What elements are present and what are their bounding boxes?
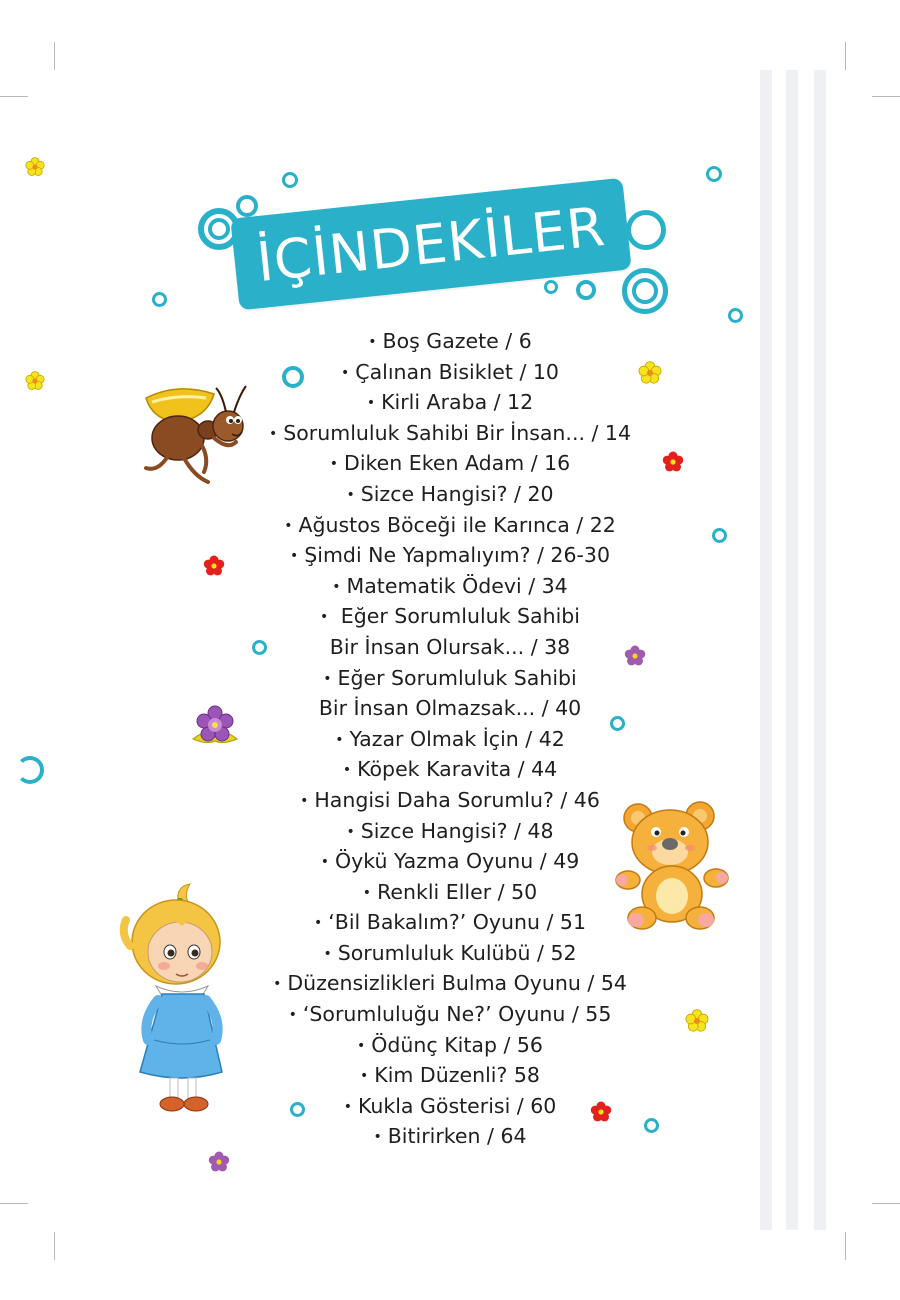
toc-item <box>235 877 665 908</box>
bullet: • <box>268 425 278 442</box>
toc-item-text: Sizce Hangisi? / 20 <box>360 481 554 506</box>
crop-mark-top-right-h <box>872 96 900 97</box>
red-flower-icon <box>660 450 686 474</box>
crop-mark-bottom-right-h <box>872 1203 900 1204</box>
teddy-bear-illustration <box>612 800 732 932</box>
ant-illustration <box>138 380 258 500</box>
toc-item <box>235 1060 665 1091</box>
bullet: • <box>323 670 332 687</box>
ring-icon <box>626 210 666 250</box>
toc-item-text: Sorumluluk Kulübü / 52 <box>337 940 577 965</box>
bullet: • <box>323 945 332 962</box>
crop-mark-top-left-v <box>54 42 55 70</box>
toc-item-text: Eğer Sorumluluk Sahibi <box>334 604 580 629</box>
toc-item-text: Yazar Olmak İçin / 42 <box>349 726 565 751</box>
yellow-flower-icon <box>684 1008 710 1034</box>
toc-item-text: Kim Düzenli? 58 <box>374 1063 540 1088</box>
title-banner <box>230 178 631 311</box>
toc-item <box>235 479 665 510</box>
toc-item-text: Bir İnsan Olmazsak... / 40 <box>318 696 582 721</box>
bullet: • <box>320 609 329 626</box>
bullet: • <box>360 1068 369 1085</box>
yellow-flower-icon <box>24 370 46 392</box>
toc-item <box>235 326 665 357</box>
page-edge-stripe <box>814 70 826 1230</box>
bullet: • <box>346 486 355 503</box>
toc-item-text: Renkli Eller / 50 <box>377 879 538 904</box>
toc-item-text: Sizce Hangisi? / 48 <box>360 818 554 843</box>
purple-flower-icon <box>206 1150 232 1174</box>
toc-item <box>235 724 665 755</box>
toc-item <box>235 418 665 449</box>
toc-item <box>235 785 665 816</box>
crop-mark-bottom-left-h <box>0 1203 28 1204</box>
bullet: • <box>288 1007 297 1024</box>
ring-icon <box>576 280 596 300</box>
toc-item-text: Eğer Sorumluluk Sahibi <box>337 665 577 690</box>
crop-mark-top-right-v <box>845 42 846 70</box>
bullet: • <box>346 823 355 840</box>
toc-item <box>235 571 665 602</box>
toc-item-text: Köpek Karavita / 44 <box>357 757 558 782</box>
toc-item <box>235 510 665 541</box>
toc-item-text: Ödünç Kitap / 56 <box>371 1032 543 1057</box>
table-of-contents <box>235 326 665 1152</box>
toc-item-text: Hangisi Daha Sorumlu? / 46 <box>314 787 600 812</box>
toc-item-text: ‘Bil Bakalım?’ Oyunu / 51 <box>328 910 586 935</box>
toc-item-text: Matematik Ödevi / 34 <box>346 573 568 598</box>
ring-icon <box>236 195 258 217</box>
ring-icon <box>16 756 44 784</box>
bullet: • <box>284 517 293 534</box>
bullet: • <box>289 548 299 565</box>
toc-item-text: Sorumluluk Sahibi Bir İnsan... / 14 <box>283 420 631 445</box>
ring-icon <box>208 218 230 240</box>
toc-item <box>235 601 665 632</box>
toc-item <box>235 1030 665 1061</box>
crop-mark-bottom-left-v <box>54 1232 55 1260</box>
bullet: • <box>342 762 352 779</box>
ring-icon <box>544 280 558 294</box>
purple-flower-icon <box>188 702 242 748</box>
bullet: • <box>314 915 323 932</box>
toc-item <box>235 907 665 938</box>
purple-flower-icon <box>622 644 648 668</box>
toc-item <box>235 846 665 877</box>
bullet: • <box>329 456 339 473</box>
bullet: • <box>320 854 329 871</box>
toc-item-text: Öykü Yazma Oyunu / 49 <box>334 849 580 874</box>
toc-item <box>235 999 665 1030</box>
toc-item <box>235 387 665 418</box>
toc-item-text: Bitirirken / 64 <box>387 1124 527 1149</box>
bullet: • <box>332 578 341 595</box>
toc-item <box>235 816 665 847</box>
crop-mark-bottom-right-v <box>845 1232 846 1260</box>
ring-icon <box>712 528 727 543</box>
ring-icon <box>632 278 658 304</box>
toc-item <box>235 540 665 571</box>
ring-icon <box>728 308 743 323</box>
toc-item-text: Diken Eken Adam / 16 <box>344 451 571 476</box>
red-flower-icon <box>201 554 227 578</box>
yellow-flower-icon <box>24 156 46 178</box>
toc-item <box>235 754 665 785</box>
toc-item <box>235 1121 665 1152</box>
toc-item-continuation <box>235 693 665 724</box>
toc-item <box>235 663 665 694</box>
yellow-flower-icon <box>637 360 663 386</box>
ring-icon <box>152 292 167 307</box>
bullet: • <box>341 364 350 381</box>
page-edge-stripe <box>760 70 772 1230</box>
toc-item-text: Kukla Gösterisi / 60 <box>357 1093 557 1118</box>
girl-illustration <box>118 880 248 1116</box>
toc-item-text: Boş Gazete / 6 <box>382 329 532 353</box>
toc-item-text: Şimdi Ne Yapmalıyım? / 26-30 <box>304 543 610 568</box>
bullet: • <box>357 1037 366 1054</box>
bullet: • <box>343 1098 352 1115</box>
bullet: • <box>300 792 309 809</box>
toc-item-continuation <box>235 632 665 663</box>
toc-item-text: Bir İnsan Olursak... / 38 <box>329 634 571 659</box>
ring-icon <box>282 172 298 188</box>
crop-mark-top-left-h <box>0 96 28 97</box>
ring-icon <box>706 166 722 182</box>
toc-item-text: Ağustos Böceği ile Karınca / 22 <box>298 512 616 537</box>
page-title: İÇİNDEKİLER <box>253 194 609 294</box>
toc-item <box>235 357 665 388</box>
page-edge-stripe <box>786 70 798 1230</box>
red-flower-icon <box>588 1100 614 1124</box>
bullet: • <box>373 1129 382 1146</box>
bullet: • <box>368 334 377 350</box>
toc-item <box>235 448 665 479</box>
toc-item <box>235 968 665 999</box>
toc-item-text: Düzensizlikleri Bulma Oyunu / 54 <box>287 971 627 996</box>
toc-item-text: Kirli Araba / 12 <box>381 390 534 415</box>
toc-item-text: Çalınan Bisiklet / 10 <box>355 359 559 384</box>
toc-item <box>235 938 665 969</box>
bullet: • <box>335 731 344 748</box>
bullet: • <box>362 884 372 901</box>
toc-item-text: ‘Sorumluluğu Ne?’ Oyunu / 55 <box>302 1002 612 1027</box>
bullet: • <box>366 395 376 412</box>
bullet: • <box>273 976 282 993</box>
